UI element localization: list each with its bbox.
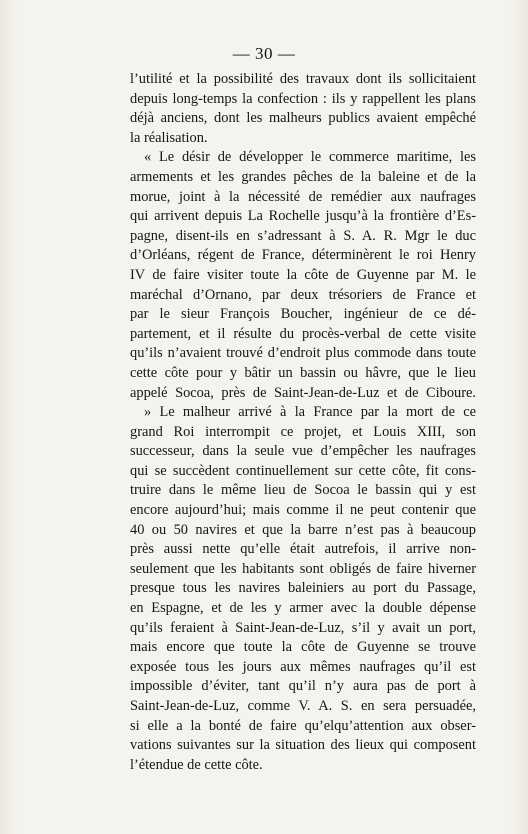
text-line: seulement que les habitants sont obligés de faire hiverner bbox=[130, 560, 476, 577]
text-line: cette côte pour y bâtir un bassin ou hâvre, que le lieu bbox=[130, 364, 476, 381]
text-line: Saint-Jean-de-Luz, comme V. A. S. en sera persuadée, bbox=[130, 698, 476, 714]
text-line: depuis long-temps la confection : ils y rappellent les plans bbox=[130, 90, 476, 107]
text-line: l’étendue de cette côte. bbox=[130, 756, 263, 773]
body-text bbox=[130, 70, 476, 775]
page-number: — 30 — bbox=[232, 44, 296, 63]
text-line: IV de faire visiter toute la côte de Guyenne par M. le bbox=[130, 266, 476, 283]
text-line: par le sieur François Boucher, ingénieur de ce dé- bbox=[130, 306, 476, 323]
text-line: qui arrivent depuis La Rochelle jusqu’à la frontière d’Es- bbox=[130, 208, 476, 225]
text-line: presque tous les navires baleiniers au port du Passage, bbox=[130, 580, 476, 597]
text-line: si elle a la bonté de faire qu’elqu’attention aux obser- bbox=[130, 717, 476, 734]
text-line: appelé Socoa, près de Saint-Jean-de-Luz et de Ciboure. bbox=[130, 384, 476, 401]
text-line: exposée tous les jours aux mêmes naufrages qu’il est bbox=[130, 658, 476, 675]
text-line: vations suivantes sur la situation des lieux qui composent bbox=[130, 737, 476, 754]
text-line: qui se succèdent continuellement sur cette côte, fit cons- bbox=[130, 462, 476, 479]
text-line: près aussi nette qu’elle était autrefois, il arrive non- bbox=[130, 541, 476, 558]
text-line: d’Orléans, régent de France, déterminèrent le roi Henry bbox=[130, 247, 476, 264]
text-line: » Le malheur arrivé à la France par la mort de ce bbox=[144, 404, 476, 421]
text-line: l’utilité et la possibilité des travaux dont ils sollicitaient bbox=[130, 71, 476, 87]
text-line: impossible d’éviter, tant qu’il n’y aura pas de port à bbox=[130, 678, 476, 695]
text-line: encore aujourd’hui; mais comme il ne peut contenir que bbox=[130, 502, 476, 519]
text-line: qu’ils feraient à Saint-Jean-de-Luz, s’il y avait un port, bbox=[130, 619, 476, 636]
text-line: mais encore que toute la côte de Guyenne se trouve bbox=[130, 639, 476, 656]
text-line: en Espagne, et de les y armer avec la double dépense bbox=[130, 600, 476, 617]
text-line: morue, joint à la nécessité de remédier aux naufrages bbox=[130, 188, 476, 205]
text-line: successeur, dans la seule vue d’empêcher les naufrages bbox=[130, 443, 476, 460]
text-line: déjà anciens, dont les malheurs publics avaient empêché bbox=[130, 110, 476, 127]
text-line: 40 ou 50 navires et que la barre n’est pas à beaucoup bbox=[130, 521, 476, 538]
text-line: « Le désir de développer le commerce maritime, les bbox=[144, 149, 476, 166]
text-line: partement, et il résulte du procès-verbal de cette visite bbox=[130, 325, 476, 342]
text-line: grand Roi interrompit ce projet, et Louis XIII, son bbox=[130, 423, 476, 440]
text-line: armements et les grandes pêches de la baleine et de la bbox=[130, 168, 476, 185]
text-line: qu’ils n’avaient trouvé d’endroit plus commode dans toute bbox=[130, 345, 476, 362]
text-line: pagne, disent-ils en s’adressant à S. A. R. Mgr le duc bbox=[130, 227, 476, 244]
text-line: truire dans le même lieu de Socoa le bassin qui y est bbox=[130, 482, 476, 499]
text-line: maréchal d’Ornano, par deux trésoriers de France et bbox=[130, 286, 476, 303]
text-line: la réalisation. bbox=[130, 129, 208, 146]
